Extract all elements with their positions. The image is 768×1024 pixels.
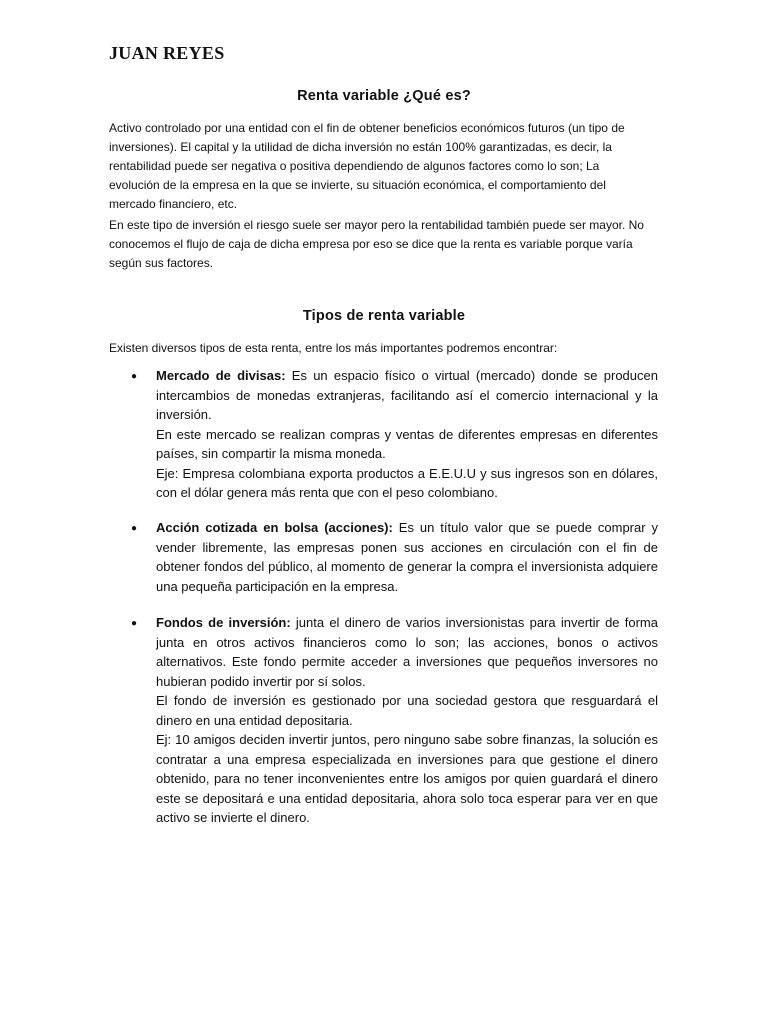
- section-title-tipos: Tipos de renta variable: [302, 308, 466, 324]
- definition-paragraph: Activo controlado por una entidad con el fin de obtener beneficios económicos futuros (un tipo de inversiones). El capital y la utilidad de dicha inversión no están 100% garantizadas, es decir, la rentabilidad puede ser negativa o positiva dependiendo de algunos factores como lo son; La evolución de la empresa en la que se invierte, su situación económica, el comportamiento del mercado financiero, etc.: [109, 121, 625, 211]
- section-title-renta-variable: Renta variable ¿Qué es?: [297, 88, 471, 104]
- list-item-term: Fondos de inversión:: [156, 615, 291, 630]
- list-item-main: [156, 366, 658, 425]
- bullet-icon: ●: [131, 618, 138, 629]
- list-item-example: Ej: 10 amigos deciden invertir juntos, pero ninguno sabe sobre finanzas, la solución es contratar a una empresa especializada en inversiones para que gestione el dinero obtenido, para no tener inconvenientes entre los amigos por quien guardará el dinero este se depositará e una entidad depositaria, ahora solo toca esperar para ver en que activo se invierte el dinero.: [156, 732, 658, 825]
- list-item-accion-cotizada: [156, 518, 658, 596]
- list-item-extra: El fondo de inversión es gestionado por una sociedad gestora que resguardará el dinero en una entidad depositaria.: [156, 693, 658, 728]
- list-item-example: Eje: Empresa colombiana exporta productos a E.E.U.U y sus ingresos son en dólares, con el dólar genera más renta que con el peso colombiano.: [156, 465, 658, 500]
- author-name: JUAN REYES: [109, 43, 225, 63]
- list-item-term: Mercado de divisas:: [156, 368, 286, 383]
- list-item-text: junta el dinero de varios inversionistas para invertir de forma junta en otros activos financieros como lo son; las acciones, bonos o activos alternativos. Este fondo permite acceder a inversiones que pequeños inversores no hubieran podido invertir por sí solos.: [156, 615, 658, 689]
- types-intro: Existen diversos tipos de esta renta, entre los más importantes podremos encontrar:: [109, 341, 558, 355]
- list-item-text: Es un espacio físico o virtual (mercado) donde se producen intercambios de monedas extranjeras, facilitando así el comercio internacional y la inversión.: [156, 368, 658, 422]
- list-item-main: [156, 518, 658, 596]
- list-item-extra: En este mercado se realizan compras y ventas de diferentes empresas en diferentes países, sin compartir la misma moneda.: [156, 426, 658, 461]
- bullet-icon: ●: [131, 523, 138, 534]
- list-item-mercado-divisas: [156, 366, 658, 503]
- risk-paragraph: En este tipo de inversión el riesgo suele ser mayor pero la rentabilidad también puede ser mayor. No conocemos el flujo de caja de dicha empresa por eso se dice que la renta es variable porque varía según sus factores.: [109, 218, 644, 270]
- list-item-term: Acción cotizada en bolsa (acciones):: [156, 520, 393, 535]
- list-item-main: [156, 613, 658, 691]
- list-item-fondos-inversion: [156, 613, 658, 828]
- list-item-text: Es un título valor que se puede comprar y vender libremente, las empresas ponen sus acciones en circulación con el fin de obtener fondos del público, al momento de generar la compra el inversionista adquiere una pequeña participación en la empresa.: [156, 520, 659, 594]
- bullet-icon: ●: [131, 371, 138, 382]
